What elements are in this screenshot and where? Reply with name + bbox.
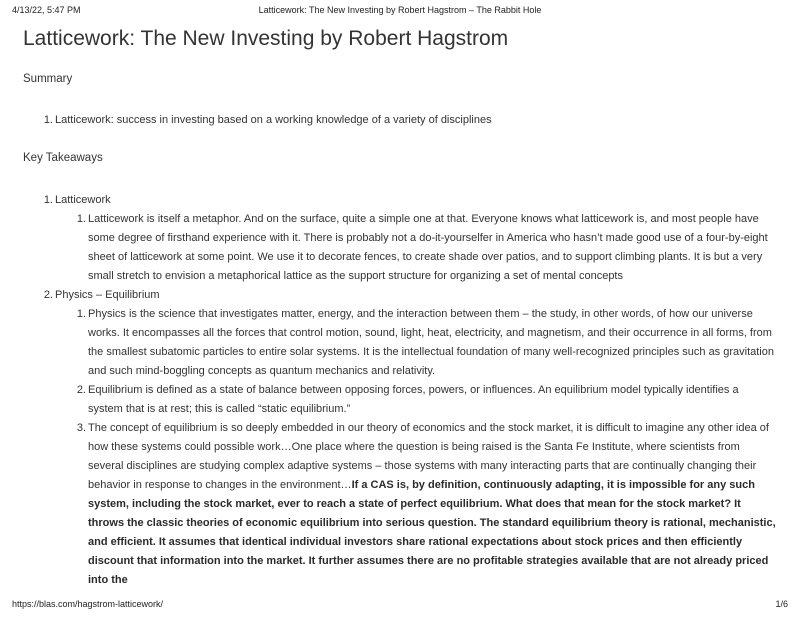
list-item-text: Physics is the science that investigates matter, energy, and the interaction between them – the study, in other words, of how our universe works. It encompasses all the forces that control motion, sound, light, heat, electricity, and magnetism, and their occurrence in all forms, from the smallest subatomic particles to entire solar systems. It is the intellectual foundation of many well-recognized principles such as gravitation and such mind-boggling concepts as quantum mechanics and relativity. xyxy=(88,308,774,377)
list-number: 1. xyxy=(76,213,86,225)
list-item xyxy=(23,381,776,419)
list-item-text: The concept of equilibrium is so deeply embedded in our theory of economics and the stock market, it is difficult to imagine any other idea of how these systems could possible work…One place where the question is being raised is the Santa Fe Institute, where scientists from several disciplines are studying complex adaptive systems – those systems with many interacting parts that are continually changing their behavior in response to changes in the environment… xyxy=(88,422,769,491)
takeaways-list xyxy=(23,191,776,587)
print-header xyxy=(12,5,788,17)
list-item xyxy=(23,286,776,305)
print-footer xyxy=(12,599,788,611)
print-url: https://blas.com/hagstrom-latticework/ xyxy=(12,599,164,609)
list-item xyxy=(23,210,776,286)
takeaways-heading: Key Takeaways xyxy=(23,152,103,164)
list-item-bold-text: If a CAS is, by definition, continuously adapting, it is impossible for any such system, including the stock market, ever to reach a state of perfect equilibrium. What does that mean for the stock market? It throws the classic theories of economic equilibrium into serious question. The standard equilibrium theory is rational, mechanistic, and efficient. It assumes that identical individual investors share rational expectations about stock prices and then efficiently discount that information into the market. It further assumes there are no profitable strategies available that are not already priced into the xyxy=(88,479,776,586)
list-item-text: Latticework is itself a metaphor. And on the surface, quite a simple one at that. Everyone knows what latticework is, and most people have some degree of firsthand experience with it. There is probably not a do-it-yourselfer in America who hasn’t made good use of a four-by-eight sheet of latticework at some point. We use it to decorate fences, to create shade over patios, and to support climbing plants. It is but a very small stretch to envision a metaphorical lattice as the support structure for organizing a set of mental concepts xyxy=(88,213,768,282)
list-item xyxy=(23,111,776,130)
page-number: 1/6 xyxy=(775,599,788,609)
print-date: 4/13/22, 5:47 PM xyxy=(12,5,81,15)
article-title: Latticework: The New Investing by Robert Hagstrom xyxy=(23,27,509,50)
list-number: 2. xyxy=(43,289,53,301)
list-item-label: Physics – Equilibrium xyxy=(55,289,160,301)
list-number: 1. xyxy=(43,194,53,206)
list-item xyxy=(23,305,776,381)
article xyxy=(23,22,776,587)
list-item-text: Equilibrium is defined as a state of balance between opposing forces, powers, or influences. An equilibrium model typically identifies a system that is at rest; this is called “static equilibrium.” xyxy=(88,384,739,415)
list-number: 1. xyxy=(76,308,86,320)
list-item-label: Latticework xyxy=(55,194,111,206)
list-item-text: Latticework: success in investing based on a working knowledge of a variety of disciplines xyxy=(55,114,492,126)
summary-heading: Summary xyxy=(23,73,73,85)
print-page-title: Latticework: The New Investing by Robert Hagstrom – The Rabbit Hole xyxy=(258,5,542,15)
list-number: 1. xyxy=(43,114,53,126)
list-item xyxy=(23,191,776,210)
list-number: 2. xyxy=(76,384,86,396)
list-number: 3. xyxy=(76,422,86,434)
list-item xyxy=(23,419,776,587)
summary-list xyxy=(23,111,776,130)
